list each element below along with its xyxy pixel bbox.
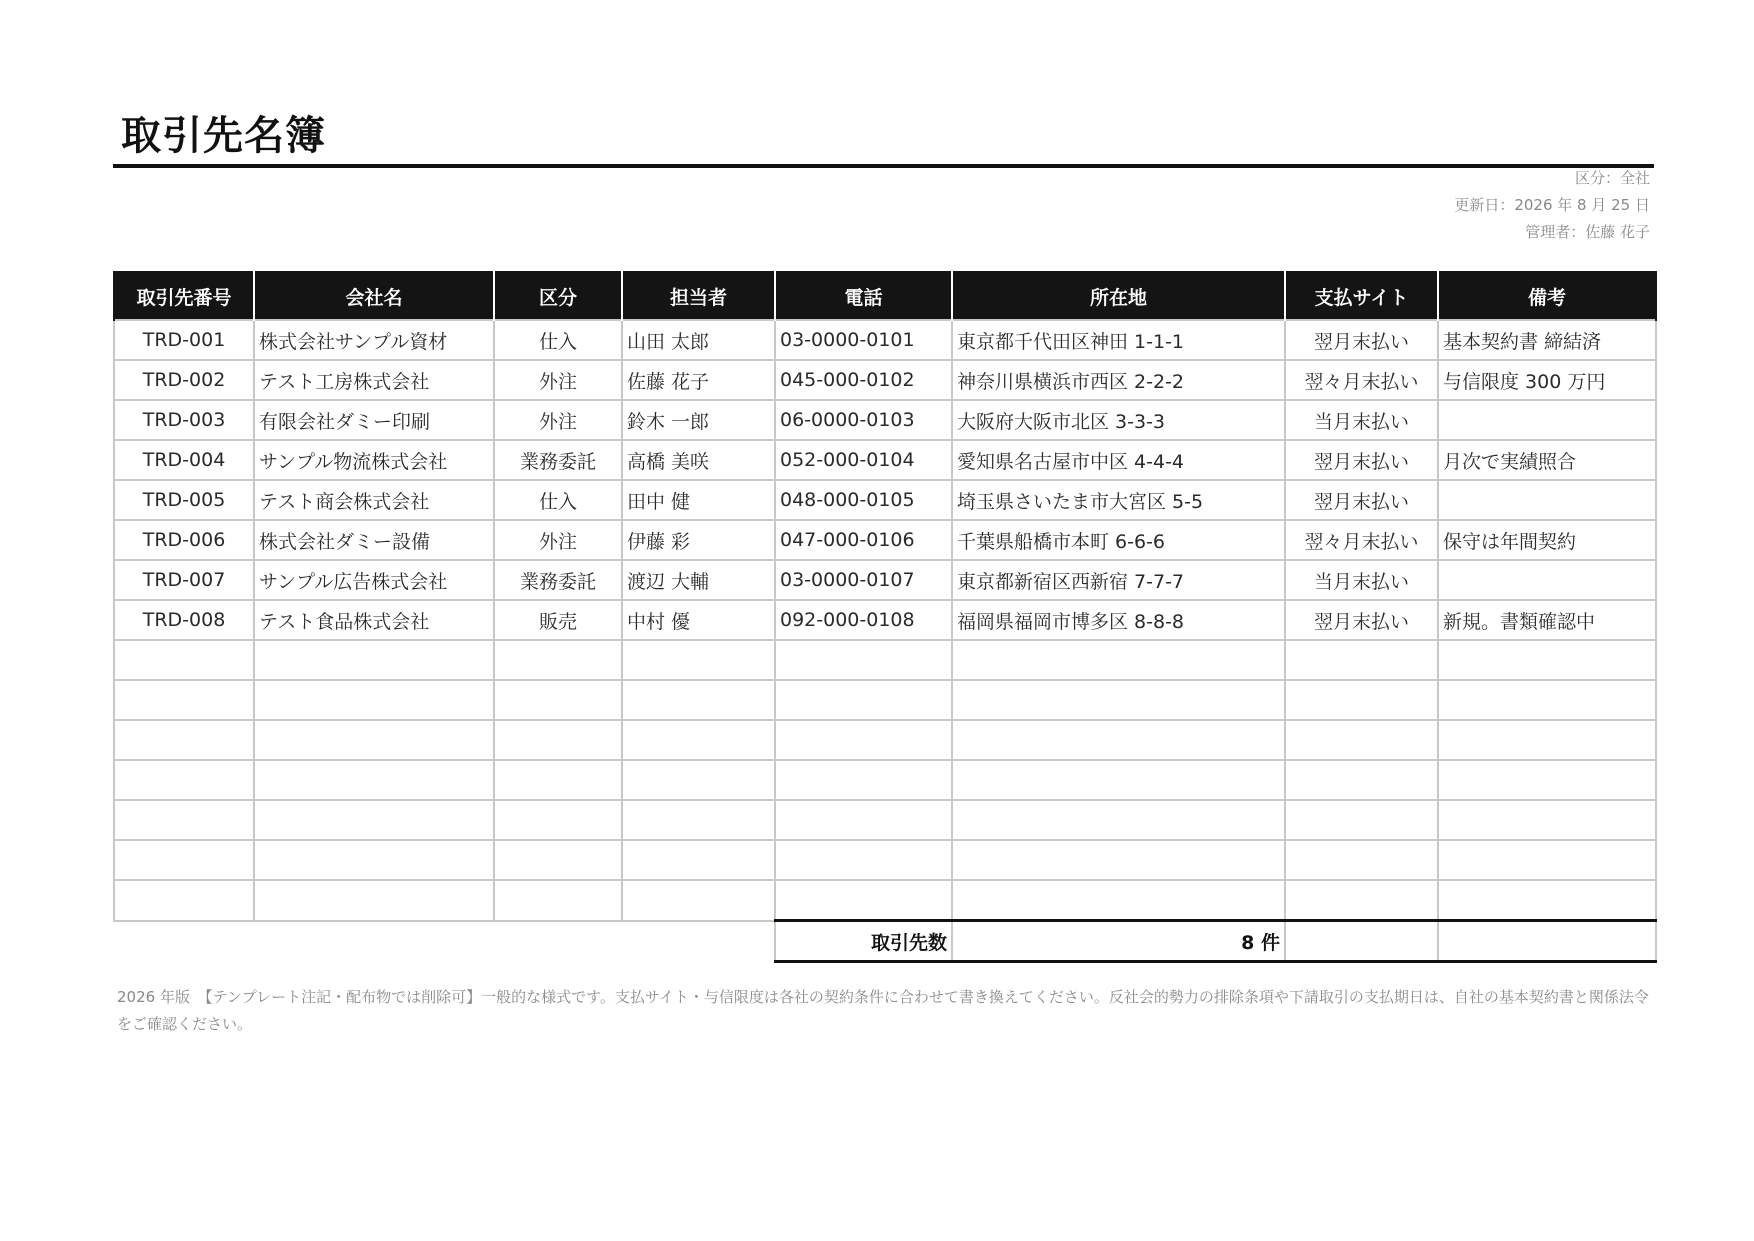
- cell-phone: 092-000-0108: [775, 600, 952, 640]
- cell-company-name: テスト食品株式会社: [254, 600, 494, 640]
- client-ledger-table: [113, 271, 1657, 963]
- cell-contact-person: 中村 優: [622, 600, 775, 640]
- cell-company-name: テスト工房株式会社: [254, 360, 494, 400]
- empty-cell: [494, 640, 622, 680]
- empty-cell: [1285, 720, 1438, 760]
- empty-cell: [952, 760, 1285, 800]
- table-row: [114, 360, 1656, 400]
- empty-cell: [1285, 800, 1438, 840]
- empty-cell: [254, 760, 494, 800]
- cell-phone: 048-000-0105: [775, 480, 952, 520]
- cell-client-id: TRD-008: [114, 600, 254, 640]
- cell-payment-terms: 翌月末払い: [1285, 440, 1438, 480]
- header-payment-terms: 支払サイト: [1285, 272, 1438, 320]
- template-footnote: 2026 年版 【テンプレート注記・配布物では削除可】一般的な様式です。支払サイト・与信限度は各社の契約条件に合わせて書き換えてください。反社会的勢力の排除条項や下請取引の支払期日は、自社の基本契約書と関係法令をご確認ください。: [117, 988, 1649, 1033]
- total-count-value: 8 件: [952, 921, 1285, 962]
- empty-cell: [622, 760, 775, 800]
- cell-notes: 月次で実績照合: [1438, 440, 1656, 480]
- cell-client-id: TRD-005: [114, 480, 254, 520]
- meta-manager: 管理者：佐藤 花子: [1525, 223, 1650, 241]
- empty-row: [114, 640, 1656, 680]
- empty-cell: [494, 800, 622, 840]
- table-row: [114, 520, 1656, 560]
- cell-phone: 045-000-0102: [775, 360, 952, 400]
- empty-row: [114, 680, 1656, 720]
- empty-cell: [775, 800, 952, 840]
- empty-cell: [622, 800, 775, 840]
- empty-cell: [1285, 760, 1438, 800]
- empty-cell: [114, 640, 254, 680]
- empty-cell: [1438, 720, 1656, 760]
- empty-cell: [622, 720, 775, 760]
- cell-contact-person: 鈴木 一郎: [622, 400, 775, 440]
- cell-contact-person: 佐藤 花子: [622, 360, 775, 400]
- empty-cell: [952, 680, 1285, 720]
- empty-cell: [952, 640, 1285, 680]
- empty-cell: [775, 760, 952, 800]
- table-row: [114, 400, 1656, 440]
- total-row: [114, 921, 1656, 962]
- empty-cell: [775, 840, 952, 880]
- empty-cell: [1438, 800, 1656, 840]
- empty-cell: [254, 680, 494, 720]
- header-phone: 電話: [775, 272, 952, 320]
- cell-address: 千葉県船橋市本町 6-6-6: [952, 520, 1285, 560]
- cell-contact-person: 田中 健: [622, 480, 775, 520]
- cell-address: 大阪府大阪市北区 3-3-3: [952, 400, 1285, 440]
- table-header-row: [114, 272, 1656, 320]
- header-notes: 備考: [1438, 272, 1656, 320]
- meta-category: 区分：全社: [1574, 169, 1650, 187]
- empty-cell: [1438, 840, 1656, 880]
- empty-row: [114, 720, 1656, 760]
- cell-address: 埼玉県さいたま市大宮区 5-5: [952, 480, 1285, 520]
- cell-company-name: 株式会社サンプル資材: [254, 320, 494, 360]
- cell-address: 愛知県名古屋市中区 4-4-4: [952, 440, 1285, 480]
- cell-company-name: テスト商会株式会社: [254, 480, 494, 520]
- cell-company-name: 株式会社ダミー設備: [254, 520, 494, 560]
- cell-client-id: TRD-007: [114, 560, 254, 600]
- cell-company-name: 有限会社ダミー印刷: [254, 400, 494, 440]
- empty-cell: [254, 720, 494, 760]
- cell-notes: [1438, 400, 1656, 440]
- empty-cell: [114, 720, 254, 760]
- cell-phone: 052-000-0104: [775, 440, 952, 480]
- cell-notes: 保守は年間契約: [1438, 520, 1656, 560]
- empty-row: [114, 800, 1656, 840]
- empty-cell: [622, 640, 775, 680]
- empty-cell: [494, 680, 622, 720]
- meta-updated-date: 更新日：2026 年 8 月 25 日: [1454, 196, 1650, 214]
- empty-cell: [775, 880, 952, 921]
- total-empty-cell: [1285, 921, 1438, 962]
- empty-cell: [114, 880, 254, 921]
- cell-phone: 047-000-0106: [775, 520, 952, 560]
- cell-category: 業務委託: [494, 440, 622, 480]
- header-address: 所在地: [952, 272, 1285, 320]
- cell-category: 外注: [494, 400, 622, 440]
- cell-address: 東京都新宿区西新宿 7-7-7: [952, 560, 1285, 600]
- table-row: [114, 440, 1656, 480]
- cell-client-id: TRD-002: [114, 360, 254, 400]
- cell-address: 神奈川県横浜市西区 2-2-2: [952, 360, 1285, 400]
- empty-cell: [622, 880, 775, 921]
- header-category: 区分: [494, 272, 622, 320]
- empty-cell: [1438, 880, 1656, 921]
- cell-payment-terms: 当月末払い: [1285, 560, 1438, 600]
- table-row: [114, 560, 1656, 600]
- empty-cell: [622, 680, 775, 720]
- empty-row: [114, 840, 1656, 880]
- cell-notes: 与信限度 300 万円: [1438, 360, 1656, 400]
- cell-payment-terms: 翌々月末払い: [1285, 520, 1438, 560]
- empty-cell: [114, 760, 254, 800]
- empty-cell: [1438, 680, 1656, 720]
- cell-phone: 03-0000-0101: [775, 320, 952, 360]
- empty-cell: [1285, 880, 1438, 921]
- cell-notes: 新規。書類確認中: [1438, 600, 1656, 640]
- cell-payment-terms: 翌月末払い: [1285, 320, 1438, 360]
- cell-category: 販売: [494, 600, 622, 640]
- empty-cell: [775, 640, 952, 680]
- document-meta: [1454, 165, 1650, 246]
- empty-cell: [1438, 640, 1656, 680]
- cell-category: 外注: [494, 520, 622, 560]
- empty-cell: [114, 680, 254, 720]
- empty-cell: [1285, 680, 1438, 720]
- cell-client-id: TRD-001: [114, 320, 254, 360]
- empty-cell: [1285, 640, 1438, 680]
- cell-company-name: サンプル物流株式会社: [254, 440, 494, 480]
- empty-cell: [952, 720, 1285, 760]
- cell-company-name: サンプル広告株式会社: [254, 560, 494, 600]
- empty-cell: [114, 800, 254, 840]
- empty-cell: [494, 840, 622, 880]
- header-company-name: 会社名: [254, 272, 494, 320]
- cell-category: 業務委託: [494, 560, 622, 600]
- empty-cell: [254, 800, 494, 840]
- empty-row: [114, 880, 1656, 921]
- total-empty-cell: [1438, 921, 1656, 962]
- cell-phone: 06-0000-0103: [775, 400, 952, 440]
- cell-notes: [1438, 560, 1656, 600]
- cell-payment-terms: 翌月末払い: [1285, 480, 1438, 520]
- empty-cell: [952, 880, 1285, 921]
- empty-cell: [952, 840, 1285, 880]
- cell-address: 福岡県福岡市博多区 8-8-8: [952, 600, 1285, 640]
- empty-cell: [775, 720, 952, 760]
- cell-category: 外注: [494, 360, 622, 400]
- table-row: [114, 320, 1656, 360]
- empty-cell: [775, 680, 952, 720]
- cell-client-id: TRD-006: [114, 520, 254, 560]
- empty-cell: [114, 840, 254, 880]
- empty-cell: [494, 720, 622, 760]
- empty-cell: [254, 880, 494, 921]
- empty-cell: [1285, 840, 1438, 880]
- empty-row: [114, 760, 1656, 800]
- cell-payment-terms: 翌月末払い: [1285, 600, 1438, 640]
- cell-address: 東京都千代田区神田 1-1-1: [952, 320, 1285, 360]
- empty-cell: [494, 760, 622, 800]
- cell-category: 仕入: [494, 480, 622, 520]
- cell-phone: 03-0000-0107: [775, 560, 952, 600]
- cell-contact-person: 高橋 美咲: [622, 440, 775, 480]
- cell-notes: [1438, 480, 1656, 520]
- empty-cell: [254, 640, 494, 680]
- empty-cell: [254, 840, 494, 880]
- empty-cell: [622, 840, 775, 880]
- cell-contact-person: 伊藤 彩: [622, 520, 775, 560]
- table-row: [114, 600, 1656, 640]
- cell-category: 仕入: [494, 320, 622, 360]
- cell-payment-terms: 当月末払い: [1285, 400, 1438, 440]
- page-title: 取引先名簿: [121, 113, 326, 159]
- cell-contact-person: 山田 太郎: [622, 320, 775, 360]
- empty-cell: [1438, 760, 1656, 800]
- cell-client-id: TRD-003: [114, 400, 254, 440]
- cell-client-id: TRD-004: [114, 440, 254, 480]
- total-count-label: 取引先数: [775, 921, 952, 962]
- cell-contact-person: 渡辺 大輔: [622, 560, 775, 600]
- empty-cell: [494, 880, 622, 921]
- cell-notes: 基本契約書 締結済: [1438, 320, 1656, 360]
- header-client-id: 取引先番号: [114, 272, 254, 320]
- cell-payment-terms: 翌々月末払い: [1285, 360, 1438, 400]
- table-row: [114, 480, 1656, 520]
- title-divider: [113, 164, 1654, 168]
- header-contact-person: 担当者: [622, 272, 775, 320]
- empty-cell: [952, 800, 1285, 840]
